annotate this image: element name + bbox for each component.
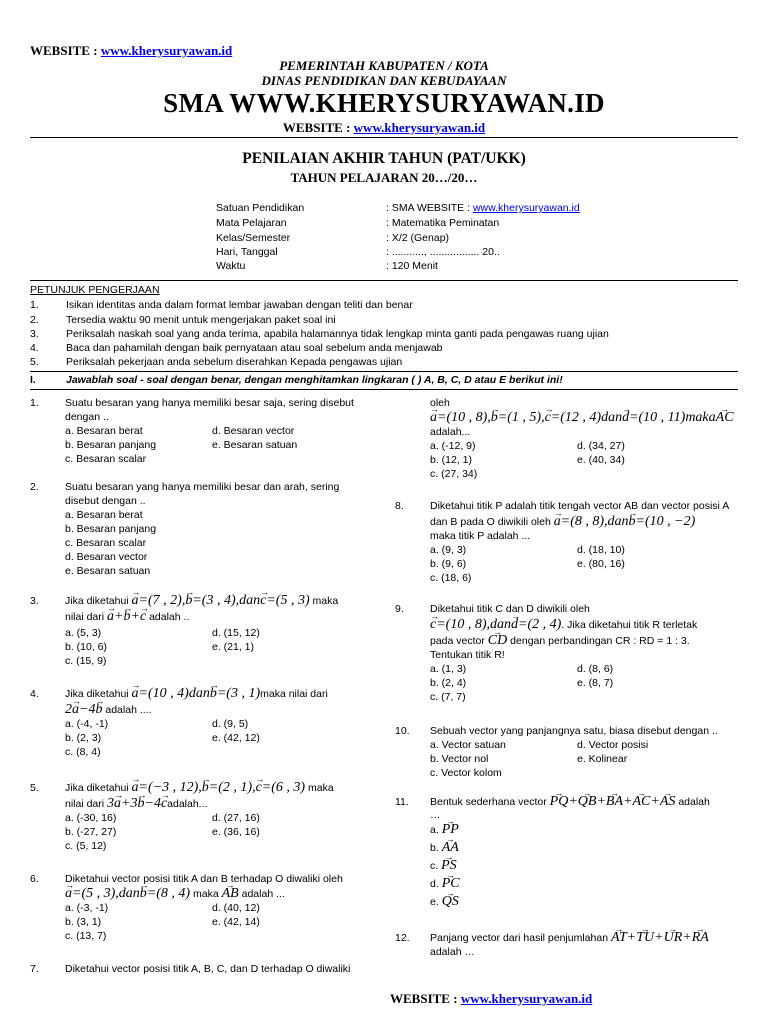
option-d[interactable]: d. (34, 27) [577,440,625,452]
option-d[interactable]: d. (27, 16) [212,812,260,824]
instruction-item: 2. Tersedia waktu 90 menit untuk mengerjakan paket soal ini [30,314,336,326]
section-divider-bottom [30,389,738,390]
section-heading: I. Jawablah soal - soal dengan benar, dengan menghitamkan lingkaran ( ) A, B, C, D atau E berikut ini! [30,374,563,386]
question-3: 3. Jika diketahui → a=(7 , 2),→ b=(3 , 4),dan→ c=(5 , 3) maka nilai dari → a+→ b+→ c adalah .. a. (5, 3) d. (15, 12) b. (10, 6) e. (21, 1) c. (15, 9) [30,594,380,674]
option-c[interactable]: c. (7, 7) [430,691,466,703]
question-10: 10. Sebuah vector yang panjangnya satu, biasa disebut dengan .. a. Vector satuan d. Vector posisi b. Vector nol e. Kolinear c. Vector kolom [395,725,718,779]
option-b[interactable]: b. Besaran panjang [65,523,157,535]
question-8: 8. Diketahui titik P adalah titik tengah vector AB dan vector posisi A dan B pada O diwikili oleh → a=(8 , 8),dan→ b=(10 , −2) maka titik P adalah ... a. (9, 3) d. (18, 10) b. (9, 6) e. (80, 16) c. (18, 6) [395,499,768,589]
option-e[interactable]: e. (40, 34) [577,454,625,466]
question-7-continued: oleh → a=(10 , 8),→ b=(1 , 5),→ c=(12 , 4)dan→ d=(10 , 11)maka→ AC adalah... a. (-12, 9) d. (34, 27) b. (12, 1) e. (40, 34) c. (27, 34) [395,396,768,486]
option-b[interactable]: b. (9, 6) [430,558,467,570]
question-11: 11. Bentuk sederhana vector → PQ+→ QB+→ BA+→ AC+→ AS adalah … a. → PP b. → AA c. → PS d. → PC e. → QS [395,795,768,919]
option-a[interactable]: a. (5, 3) [65,627,102,639]
option-e[interactable]: e. (42, 14) [212,916,260,928]
option-d[interactable]: d. (15, 12) [212,627,260,639]
option-b[interactable]: b. (12, 1) [430,454,473,466]
info-label: Mata Pelajaran [216,217,287,229]
option-b[interactable]: b. → AA [430,839,768,857]
option-c[interactable]: c. (13, 7) [65,930,107,942]
website-label: WEBSITE : [390,991,458,1006]
instruction-item: 5. Periksalah pekerjaan anda sebelum diserahkan Kepada pengawas ujian [30,356,403,368]
header-line-2: DINAS PENDIDIKAN DAN KEBUDAYAAN [261,73,507,88]
option-c[interactable]: c. Besaran scalar [65,537,147,549]
option-e[interactable]: e. Besaran satuan [65,565,151,577]
question-1: 1. Suatu besaran yang hanya memiliki besar saja, sering disebut dengan .. a. Besaran berat d. Besaran vector b. Besaran panjang e. Besaran satuan c. Besaran scalar [30,397,354,465]
option-a[interactable]: a. Besaran berat [65,425,143,437]
header-website [0,120,768,136]
info-label: Satuan Pendidikan [216,202,305,214]
option-d[interactable]: d. (40, 12) [212,902,260,914]
option-d[interactable]: d. (18, 10) [577,544,625,556]
option-c[interactable]: c. (27, 34) [430,468,478,480]
instructions-title: PETUNJUK PENGERJAAN [30,284,160,296]
option-a[interactable]: a. (9, 3) [430,544,467,556]
website-link[interactable]: www.kherysuryawan.id [100,43,233,58]
option-d[interactable]: d. Besaran vector [65,551,148,563]
option-d[interactable]: d. (9, 5) [212,718,249,730]
school-name: SMA WWW.KHERYSURYAWAN.ID [163,88,605,118]
option-a[interactable]: a. (-12, 9) [430,440,476,452]
option-b[interactable]: b. (-27, 27) [65,826,117,838]
option-e[interactable]: e. (80, 16) [577,558,625,570]
option-c[interactable]: c. (5, 12) [65,840,107,852]
info-website-link[interactable]: www.kherysuryawan.id [472,202,580,214]
option-e[interactable]: e. (21, 1) [212,641,255,653]
info-label: Hari, Tanggal [216,246,278,258]
option-e[interactable]: e. (42, 12) [212,732,260,744]
option-b[interactable]: b. (2, 4) [430,677,467,689]
option-c[interactable]: c. (8, 4) [65,746,101,758]
question-4: 4. Jika diketahui → a=(10 , 4)dan→ b=(3 , 1)maka nilai dari 2→ a−4→ b adalah .... a. (-4, -1) d. (9, 5) b. (2, 3) e. (42, 12) c. (8, 4) [30,687,380,767]
website-link[interactable]: www.kherysuryawan.id [353,120,486,135]
footer-website [390,991,592,1007]
question-5: 5. Jika diketahui → a=(−3 , 12),→ b=(2 , 1),→ c=(6 , 3) maka nilai dari 3→ a+3→ b−4→ cadalah... a. (-30, 16) d. (27, 16) b. (-27, 27) e. (36, 16) c. (5, 12) [30,781,380,861]
option-c[interactable]: c. (18, 6) [430,572,472,584]
info-value: : 120 Menit [386,260,438,272]
option-e[interactable]: e. Besaran satuan [212,439,298,451]
website-link[interactable]: www.kherysuryawan.id [460,991,593,1006]
option-a[interactable]: a. (-30, 16) [65,812,117,824]
option-b[interactable]: b. (10, 6) [65,641,108,653]
option-c[interactable]: c. → PS [430,857,768,875]
section-divider-top [30,371,738,372]
option-d[interactable]: d. → PC [430,875,768,893]
option-c[interactable]: c. (15, 9) [65,655,107,667]
info-value: : X/2 (Genap) [386,232,450,244]
instruction-item: 3. Periksalah naskah soal yang anda terima, apabila halamannya tidak lengkap minta ganti pada pengawas ruang ujian [30,328,609,340]
header-divider [30,137,738,138]
info-divider [30,280,738,281]
option-b[interactable]: b. (2, 3) [65,732,102,744]
instruction-item: 1. Isikan identitas anda dalam format lembar jawaban dengan teliti dan benar [30,299,413,311]
info-value: : SMA WEBSITE : www.kherysuryawan.id [386,202,580,214]
question-6: 6. Diketahui vector posisi titik A dan B terhadap O diwaliki oleh → a=(5 , 3),dan→ b=(8 , 4) maka → AB adalah ... a. (-3, -1) d. (40, 12) b. (3, 1) e. (42, 14) c. (13, 7) [30,872,380,952]
option-b[interactable]: b. (3, 1) [65,916,102,928]
option-e[interactable]: e. → QS [430,893,768,911]
question-7: 7. Diketahui vector posisi titik A, B, C, dan D terhadap O diwaliki [30,963,351,975]
info-value: : ..........., ................. 20.. [386,246,500,258]
website-label: WEBSITE : [30,43,98,58]
top-website [30,43,232,59]
option-e[interactable]: e. (8, 7) [577,677,614,689]
option-a[interactable]: a. Vector satuan [430,739,506,751]
info-value: : Matematika Peminatan [386,217,500,229]
option-a[interactable]: a. → PP [430,821,768,839]
option-d[interactable]: d. Besaran vector [212,425,295,437]
question-9: 9. Diketahui titik C dan D diwikili oleh → c=(10 , 8),dan→ d=(2 , 4). Jika diketahui titik R terletak pada vector → CD dengan perbandingan CR : RD = 1 : 3. Tentukan titik R! a. (1, 3) d. (8, 6) b. (2, 4) e. (8, 7) c. (7, 7) [395,602,768,712]
option-c[interactable]: c. Besaran scalar [65,453,147,465]
option-b[interactable]: b. Vector nol [430,753,489,765]
option-d[interactable]: d. Vector posisi [577,739,649,751]
option-e[interactable]: e. Kolinear [577,753,628,765]
option-a[interactable]: a. (-3, -1) [65,902,109,914]
exam-title: PENILAIAN AKHIR TAHUN (PAT/UKK) [242,150,526,167]
info-label: Waktu [216,260,246,272]
question-2: 2. Suatu besaran yang hanya memiliki besar dan arah, sering disebut dengan .. a. Besaran berat b. Besaran panjang c. Besaran scalar d. Besaran vector e. Besaran satuan [30,480,380,580]
header-line-1: PEMERINTAH KABUPATEN / KOTA [279,58,489,73]
option-b[interactable]: b. Besaran panjang [65,439,157,451]
option-c[interactable]: c. Vector kolom [430,767,502,779]
question-12: 12. Panjang vector dari hasil penjumlahan → AT+→ TU+→ UR+→ RA adalah … [395,931,768,967]
option-d[interactable]: d. (8, 6) [577,663,614,675]
exam-year: TAHUN PELAJARAN 20…/20… [290,170,478,185]
option-a[interactable]: a. (1, 3) [430,663,467,675]
option-a[interactable]: a. (-4, -1) [65,718,109,730]
instruction-item: 4. Baca dan pahamilah dengan baik pernyataan atau soal sebelum anda menjawab [30,342,443,354]
website-label: WEBSITE : [282,120,351,135]
option-e[interactable]: e. (36, 16) [212,826,260,838]
info-label: Kelas/Semester [216,232,291,244]
option-a[interactable]: a. Besaran berat [65,509,143,521]
